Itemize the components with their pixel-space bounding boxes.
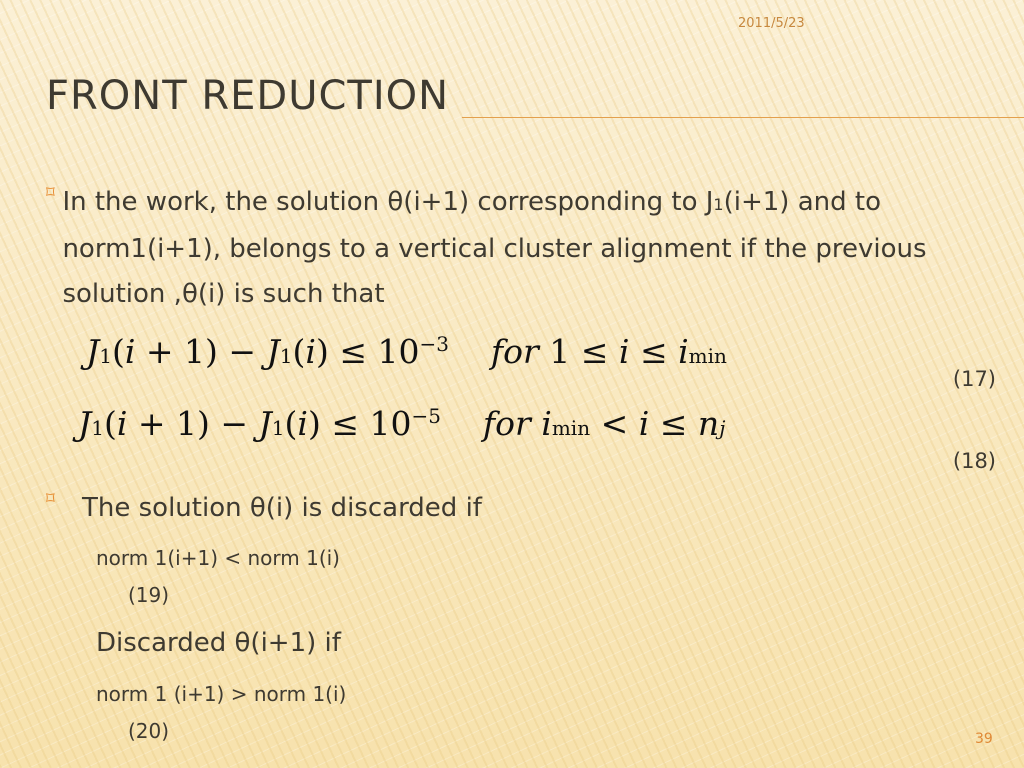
- bullet-text-1-pre: In the work, the solution θ(i+1) corresponding to J: [62, 187, 714, 217]
- condition-19-number: (19): [128, 583, 170, 607]
- discarded-heading: Discarded θ(i+1) if: [96, 628, 341, 658]
- title-divider: [462, 117, 1024, 118]
- equation-17: $J1(i + 1) - J1(i) \le 10^{-3}$ for 1 ≤ i ≤ imin: [86, 332, 727, 371]
- page-number: 39: [975, 731, 993, 747]
- condition-20-number: (20): [128, 719, 170, 743]
- bullet-x-icon: ⌑: [46, 183, 55, 203]
- condition-19-text: norm 1(i+1) < norm 1(i): [96, 546, 340, 570]
- bullet-item-1: [46, 180, 986, 317]
- bullet-text-2: The solution θ(i) is discarded if: [82, 493, 482, 523]
- bullet-text-1-post: (i+1) and to norm1(i+1), belongs to a vertical cluster alignment if the previous solution ,θ(i) is such that: [62, 187, 927, 309]
- bullet-text-1-subscript: 1: [713, 195, 724, 214]
- bullet-text-1: [62, 180, 986, 317]
- slide-title: FRONT REDUCTION: [46, 73, 450, 119]
- equation-17-number: (17): [952, 367, 996, 391]
- slide-date: 2011/5/23: [738, 16, 805, 31]
- bullet-item-2: [46, 486, 986, 531]
- bullet-x-icon: ⌑: [46, 489, 55, 509]
- condition-20: [96, 676, 346, 750]
- condition-20-text: norm 1 (i+1) > norm 1(i): [96, 682, 347, 706]
- equation-18-number: (18): [952, 449, 996, 473]
- condition-19: [96, 540, 340, 614]
- equation-18: $J1(i + 1) - J1(i) \le 10^{-5}$ for imin < i ≤ nj: [78, 404, 726, 443]
